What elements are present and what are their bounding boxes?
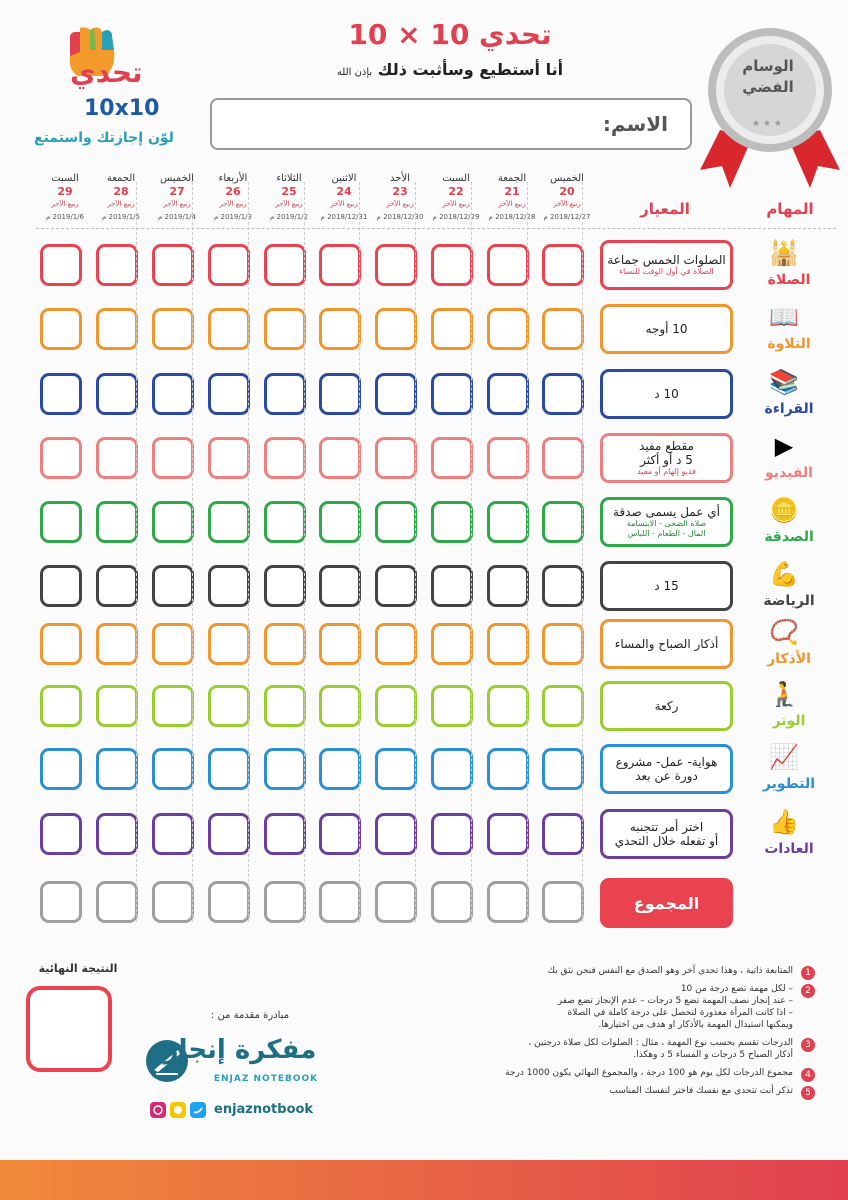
logo-slogan: لوّن إجازتك واستمتع — [34, 130, 174, 146]
note-item — [360, 1037, 815, 1061]
score-cell[interactable] — [431, 748, 473, 790]
final-result-box[interactable] — [26, 986, 112, 1072]
score-cell[interactable] — [208, 373, 250, 415]
score-cell[interactable] — [542, 813, 584, 855]
score-cell[interactable] — [431, 501, 473, 543]
score-cell[interactable] — [152, 308, 194, 350]
score-cell[interactable] — [96, 244, 138, 286]
criteria-text: هواية- عمل- مشروع — [615, 755, 718, 769]
page-subtitle — [260, 60, 640, 79]
day-num: 26 — [225, 185, 241, 198]
final-result-label: النتيجة النهائية — [38, 962, 118, 975]
score-cell[interactable] — [319, 685, 361, 727]
note-line: تذكر أنت تتحدى مع نفسك فاختر لنفسك المناسب — [609, 1086, 793, 1096]
score-cell[interactable] — [487, 623, 529, 665]
criteria-text: 10 أوجه — [645, 322, 688, 336]
score-cell[interactable] — [319, 623, 361, 665]
score-cell[interactable] — [208, 748, 250, 790]
day-hijri: ربيع الآخر — [498, 200, 526, 208]
score-cell[interactable] — [319, 748, 361, 790]
score-cell[interactable] — [542, 748, 584, 790]
score-cell[interactable] — [96, 308, 138, 350]
day-num: 23 — [392, 185, 408, 198]
prayer-beads-icon: 📿 — [769, 618, 799, 646]
score-cell[interactable] — [487, 501, 529, 543]
quran-icon: 📖 — [769, 303, 799, 331]
score-cell[interactable] — [375, 565, 417, 607]
note-number: 4 — [801, 1068, 815, 1082]
score-cell[interactable] — [152, 685, 194, 727]
note-line: مجموع الدرجات لكل يوم هو 100 درجة ، والمجموع النهائي يكون 1000 درجة — [505, 1068, 793, 1078]
score-cell[interactable] — [542, 501, 584, 543]
day-num: 21 — [504, 185, 520, 198]
arm-muscle-icon: 💪 — [769, 560, 799, 588]
day-hijri: ربيع الآخر — [219, 200, 247, 208]
score-cell[interactable] — [431, 565, 473, 607]
criteria-text: فديو إلهام أو مفيد — [637, 467, 696, 476]
total-label: المجموع — [600, 878, 733, 928]
column-divider — [359, 182, 360, 922]
instagram-icon — [150, 1102, 166, 1118]
score-cell[interactable] — [319, 813, 361, 855]
score-cell-total[interactable] — [152, 881, 194, 923]
score-cell[interactable] — [264, 373, 306, 415]
criteria-text: ركعة — [654, 699, 679, 713]
day-name: الثلاثاء — [276, 173, 302, 184]
criteria-text: 10 د — [654, 387, 679, 401]
score-cell[interactable] — [542, 565, 584, 607]
score-cell[interactable] — [96, 373, 138, 415]
score-cell[interactable] — [40, 437, 82, 479]
score-cell[interactable] — [319, 565, 361, 607]
score-cell-total[interactable] — [431, 881, 473, 923]
column-divider — [415, 182, 416, 922]
column-divider — [192, 182, 193, 922]
task-label: الأذكار — [767, 651, 811, 667]
score-cell[interactable] — [152, 244, 194, 286]
day-num: 24 — [336, 185, 352, 198]
medal-line-2: الفضي — [742, 78, 794, 96]
score-cell[interactable] — [96, 748, 138, 790]
name-field[interactable] — [210, 98, 692, 150]
score-cell[interactable] — [40, 373, 82, 415]
growth-chart-icon: 📈 — [769, 743, 799, 771]
day-header — [429, 172, 483, 224]
day-num: 22 — [448, 185, 464, 198]
day-greg: 2019/1/3 م — [213, 213, 252, 221]
note-line: – اذا كانت المرأة معذورة لتحصل على درجة كاملة في الصلاة — [567, 1008, 793, 1018]
books-icon: 📚 — [769, 368, 799, 396]
score-cell[interactable] — [431, 373, 473, 415]
score-cell[interactable] — [208, 685, 250, 727]
day-name: الجمعة — [106, 173, 136, 184]
score-cell[interactable] — [542, 437, 584, 479]
note-number: 3 — [801, 1038, 815, 1052]
score-cell[interactable] — [208, 623, 250, 665]
subtitle-main: أنا أستطيع وسأثبت ذلك — [377, 60, 564, 79]
brand-name-en: ENJAZ NOTEBOOK — [213, 1074, 319, 1084]
column-divider — [527, 182, 528, 922]
day-hijri: ربيع الآخر — [275, 200, 303, 208]
note-line: المتابعة ذاتية ، وهذا تحدي آخر وهو الصدق مع النفس فنحن نثق بك — [547, 966, 793, 976]
score-cell[interactable] — [431, 685, 473, 727]
score-cell[interactable] — [431, 308, 473, 350]
criteria-text: صلاة الضحى - الابتسامة — [626, 519, 707, 528]
day-greg: 2018/12/29 م — [432, 213, 480, 221]
day-greg: 2019/1/4 م — [157, 213, 196, 221]
initiative-label: مبادرة مقدمة من : — [210, 1010, 290, 1021]
criteria-text: 15 د — [654, 579, 679, 593]
logo-tag: 10x10 — [84, 96, 160, 121]
criteria-text: أذكار الصباح والمساء — [614, 637, 719, 651]
day-greg: 2018/12/28 م — [488, 213, 536, 221]
score-cell[interactable] — [264, 685, 306, 727]
criteria-box — [600, 304, 733, 354]
score-cell-total[interactable] — [40, 881, 82, 923]
score-cell-total[interactable] — [375, 881, 417, 923]
score-cell[interactable] — [40, 813, 82, 855]
day-greg: 2018/12/27 م — [543, 213, 591, 221]
criteria-text: المال - الطعام - اللباس — [627, 529, 706, 538]
score-cell[interactable] — [40, 308, 82, 350]
day-hijri: ربيع الآخر — [51, 200, 79, 208]
score-cell[interactable] — [542, 308, 584, 350]
score-cell[interactable] — [375, 373, 417, 415]
score-cell[interactable] — [208, 437, 250, 479]
svg-text:★ ★ ★: ★ ★ ★ — [752, 119, 782, 129]
score-cell[interactable] — [208, 501, 250, 543]
medal-line-1: الوسام — [742, 57, 794, 75]
task-label: التلاوة — [767, 336, 811, 352]
score-cell[interactable] — [487, 437, 529, 479]
score-cell[interactable] — [264, 308, 306, 350]
score-cell[interactable] — [319, 244, 361, 286]
day-hijri: ربيع الآخر — [107, 200, 135, 208]
score-cell-total[interactable] — [264, 881, 306, 923]
score-cell[interactable] — [96, 685, 138, 727]
score-cell[interactable] — [375, 308, 417, 350]
score-cell[interactable] — [208, 565, 250, 607]
day-header — [38, 172, 92, 224]
social-handle: enjaznotbook — [214, 1102, 314, 1117]
column-divider — [304, 182, 305, 922]
score-cell[interactable] — [96, 565, 138, 607]
day-num: 28 — [113, 185, 129, 198]
day-greg: 2018/12/31 م — [320, 213, 368, 221]
criteria-box — [600, 744, 733, 794]
day-num: 25 — [281, 185, 297, 198]
day-hijri: ربيع الآخر — [553, 200, 581, 208]
note-number: 5 — [801, 1086, 815, 1100]
day-header — [94, 172, 148, 224]
day-name: الجمعة — [497, 173, 527, 184]
criteria-text: أو تفعله خلال التحدي — [614, 834, 719, 848]
note-number: 2 — [801, 984, 815, 998]
score-cell[interactable] — [542, 244, 584, 286]
score-cell[interactable] — [152, 813, 194, 855]
task-label: الصدقة — [764, 529, 814, 545]
score-cell[interactable] — [375, 813, 417, 855]
score-cell[interactable] — [375, 748, 417, 790]
page-title: تحدي 10 × 10 — [348, 18, 552, 51]
day-greg: 2019/1/6 م — [45, 213, 84, 221]
score-cell[interactable] — [487, 308, 529, 350]
criteria-box — [600, 809, 733, 859]
name-label: الاسم: — [602, 112, 668, 136]
note-line: – عند إنجاز نصف المهمة تضع 5 درجات – عدم الإنجاز تضع صفر — [557, 996, 793, 1006]
score-cell-total[interactable] — [542, 881, 584, 923]
score-cell[interactable] — [96, 813, 138, 855]
day-name: الاثنين — [331, 173, 357, 184]
criteria-box — [600, 240, 733, 290]
logo-word: تحدي — [70, 56, 143, 89]
note-item — [360, 1067, 815, 1079]
score-cell[interactable] — [264, 501, 306, 543]
note-number: 1 — [801, 966, 815, 980]
score-cell[interactable] — [487, 685, 529, 727]
score-cell[interactable] — [152, 623, 194, 665]
score-cell[interactable] — [431, 623, 473, 665]
criteria-text: أي عمل يسمى صدقة — [613, 505, 720, 519]
notes-list — [360, 965, 815, 1103]
score-cell[interactable] — [208, 244, 250, 286]
score-cell-total[interactable] — [319, 881, 361, 923]
criteria-box — [600, 681, 733, 731]
day-name: الخميس — [160, 173, 194, 184]
day-name: السبت — [442, 173, 470, 184]
coins-icon: 🪙 — [769, 496, 799, 524]
score-cell[interactable] — [40, 501, 82, 543]
day-name: الخميس — [550, 173, 584, 184]
day-header — [150, 172, 204, 224]
task-label: العادات — [764, 841, 814, 857]
day-header — [206, 172, 260, 224]
score-cell[interactable] — [375, 501, 417, 543]
score-cell[interactable] — [319, 437, 361, 479]
criteria-text: اختر أمر تتجنبه — [629, 820, 704, 834]
score-cell[interactable] — [487, 373, 529, 415]
day-greg: 2019/1/2 م — [269, 213, 308, 221]
score-cell[interactable] — [264, 437, 306, 479]
score-cell[interactable] — [40, 623, 82, 665]
score-cell[interactable] — [264, 813, 306, 855]
day-greg: 2018/12/30 م — [376, 213, 424, 221]
score-cell[interactable] — [152, 437, 194, 479]
column-divider — [248, 182, 249, 922]
score-cell[interactable] — [152, 501, 194, 543]
day-num: 20 — [559, 185, 575, 198]
score-cell[interactable] — [152, 373, 194, 415]
day-greg: 2019/1/5 م — [101, 213, 140, 221]
score-cell-total[interactable] — [487, 881, 529, 923]
score-cell[interactable] — [542, 373, 584, 415]
criteria-box — [600, 369, 733, 419]
brand-name-ar: مفكرة إنجاز — [163, 1035, 317, 1065]
criteria-text: الصلوات الخمس جماعة — [607, 253, 726, 267]
score-cell[interactable] — [40, 685, 82, 727]
prayer-icon: 🕌 — [769, 239, 799, 267]
note-line: الدرجات تقسم بحسب نوع المهمة ، مثال : الصلوات لكل صلاة درجتين ، — [528, 1038, 793, 1048]
twitter-icon — [190, 1102, 206, 1118]
criteria-text: مقطع مفيد — [639, 439, 694, 453]
criteria-header: المعيار — [640, 200, 690, 218]
score-cell[interactable] — [542, 623, 584, 665]
score-cell[interactable] — [40, 244, 82, 286]
score-cell[interactable] — [487, 813, 529, 855]
criteria-text: دورة عن بعد — [635, 769, 698, 783]
criteria-box — [600, 561, 733, 611]
day-header — [540, 172, 594, 224]
score-cell[interactable] — [208, 308, 250, 350]
medal-label — [722, 56, 814, 98]
score-cell[interactable] — [319, 308, 361, 350]
task-label: التطوير — [762, 776, 816, 792]
score-cell-total[interactable] — [208, 881, 250, 923]
score-cell[interactable] — [96, 501, 138, 543]
day-name: السبت — [51, 173, 79, 184]
day-name: الأحد — [390, 173, 410, 184]
score-cell[interactable] — [208, 813, 250, 855]
score-cell[interactable] — [319, 501, 361, 543]
day-header — [317, 172, 371, 224]
note-line: أذكار الصباح 5 درجات و المساء 5 د وهكذا. — [633, 1050, 793, 1060]
score-cell[interactable] — [487, 244, 529, 286]
score-cell[interactable] — [487, 748, 529, 790]
score-cell[interactable] — [96, 623, 138, 665]
column-divider — [471, 182, 472, 922]
day-name: الأربعاء — [218, 173, 248, 184]
score-cell-total[interactable] — [96, 881, 138, 923]
criteria-box — [600, 497, 733, 547]
day-num: 29 — [57, 185, 73, 198]
score-cell[interactable] — [264, 244, 306, 286]
header-divider — [36, 228, 836, 229]
score-cell[interactable] — [375, 437, 417, 479]
prostration-icon: 🧎 — [769, 680, 799, 708]
task-label: الفيديو — [765, 465, 813, 481]
criteria-box — [600, 433, 733, 483]
day-num: 27 — [169, 185, 185, 198]
criteria-text: الصلاة في أول الوقت للنساء — [619, 267, 714, 276]
day-hijri: ربيع الآخر — [330, 200, 358, 208]
day-hijri: ربيع الآخر — [163, 200, 191, 208]
score-cell[interactable] — [152, 565, 194, 607]
score-cell[interactable] — [375, 623, 417, 665]
day-hijri: ربيع الآخر — [386, 200, 414, 208]
task-label: الوتر — [772, 713, 806, 729]
score-cell[interactable] — [375, 244, 417, 286]
score-cell[interactable] — [431, 813, 473, 855]
score-cell[interactable] — [152, 748, 194, 790]
bottom-bar — [0, 1160, 848, 1200]
column-divider — [582, 182, 583, 922]
column-divider — [136, 182, 137, 922]
criteria-box — [600, 619, 733, 669]
note-item — [360, 1085, 815, 1097]
subtitle-small: بإذن الله — [336, 67, 373, 78]
score-cell[interactable] — [542, 685, 584, 727]
task-label: الرياضة — [763, 593, 815, 609]
task-label: الصلاة — [767, 272, 811, 288]
score-cell[interactable] — [319, 373, 361, 415]
score-cell[interactable] — [40, 748, 82, 790]
thumbs-up-icon: 👍 — [769, 808, 799, 836]
note-item — [360, 983, 815, 1031]
day-header — [373, 172, 427, 224]
task-label: القراءة — [764, 401, 814, 417]
day-header — [262, 172, 316, 224]
score-cell[interactable] — [264, 748, 306, 790]
note-item — [360, 965, 815, 977]
note-line: – لكل مهمة تضع درجة من 10 — [680, 984, 793, 994]
score-cell[interactable] — [40, 565, 82, 607]
score-cell[interactable] — [264, 565, 306, 607]
score-cell[interactable] — [96, 437, 138, 479]
criteria-text: 5 د أو أكثر — [640, 453, 693, 467]
tasks-header: المهام — [766, 200, 814, 218]
day-header — [485, 172, 539, 224]
day-hijri: ربيع الآخر — [442, 200, 470, 208]
silver-medal-icon — [700, 20, 840, 190]
score-cell[interactable] — [431, 244, 473, 286]
score-cell[interactable] — [487, 565, 529, 607]
video-icon: ▶ — [774, 432, 794, 460]
score-cell[interactable] — [375, 685, 417, 727]
note-line: ويمكنها استبدال المهمة بالأذكار او هدف من اختيارها. — [598, 1020, 793, 1030]
score-cell[interactable] — [264, 623, 306, 665]
score-cell[interactable] — [431, 437, 473, 479]
